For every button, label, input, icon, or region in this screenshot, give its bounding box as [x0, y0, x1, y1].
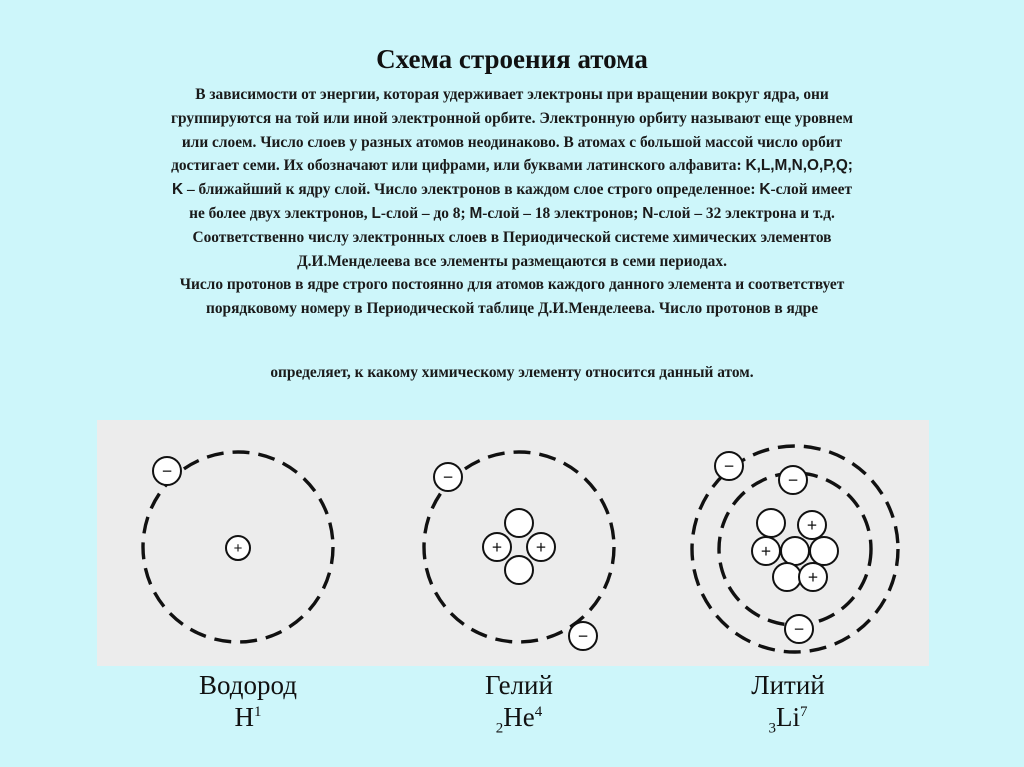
particles-svg: [97, 420, 929, 666]
paragraph-line: [50, 178, 974, 202]
minus-sign: −: [793, 618, 805, 639]
shell-letter-n: N: [642, 204, 654, 222]
shell-letter-l: L: [371, 204, 381, 222]
mass-number: 7: [800, 704, 808, 720]
paragraph-text: -слой имеет: [770, 181, 853, 199]
neutron: [810, 537, 838, 565]
paragraph-text: – ближайший к ядру слой. Число электронов в каждом слое строго определенное:: [183, 181, 760, 199]
shell-letters: K,L,M,N,O,P,Q;: [745, 157, 853, 175]
lithium-symbol: [688, 702, 888, 737]
atomic-number: 3: [768, 720, 776, 737]
paragraph-last-line: определяет, к какому химическому элементу относится данный атом.: [270, 364, 754, 381]
neutron: [505, 509, 533, 537]
shell-letter-m: M: [469, 204, 483, 222]
shell-letter-k: K: [171, 181, 184, 199]
paragraph-line: Д.И.Менделеева все элементы размещаются в семи периодах.: [297, 252, 727, 270]
plus-sign: +: [491, 536, 503, 557]
minus-sign: −: [723, 455, 735, 476]
paragraph-line: или слоем. Число слоев у разных атомов неодинаково. В атомах с большой массой число орбит: [181, 133, 843, 151]
plus-sign: +: [807, 566, 819, 587]
neutron: [781, 537, 809, 565]
minus-sign: −: [577, 625, 589, 646]
plus-sign: +: [760, 540, 772, 561]
element-symbol: Li: [776, 702, 800, 732]
paragraph-text: не более двух электронов,: [189, 204, 372, 222]
paragraph-line: В зависимости от энергии, которая удерживает электроны при вращении вокруг ядра, они: [195, 86, 829, 103]
atom-diagram-panel: [97, 420, 929, 737]
helium-name: Гелий: [485, 670, 553, 700]
description-paragraph: [50, 83, 974, 321]
paragraph-line: [50, 154, 974, 178]
neutron: [505, 556, 533, 584]
paragraph-text: -слой – 32 электрона и т.д.: [653, 204, 835, 222]
plus-sign: +: [535, 536, 547, 557]
element-symbol: He: [503, 702, 535, 732]
paragraph-text: -слой – 18 электронов;: [482, 204, 643, 222]
minus-sign: −: [442, 466, 454, 487]
shell-letter-k: K: [759, 181, 771, 199]
plus-sign: +: [233, 540, 243, 558]
paragraph-line: [50, 202, 974, 226]
plus-sign: +: [806, 514, 818, 535]
page-title: Схема строения атома: [376, 44, 648, 74]
neutron: [773, 563, 801, 591]
helium-symbol: [419, 702, 619, 737]
paragraph-line: группируются на той или иной электронной орбите. Электронную орбиту называют еще уровнем: [171, 109, 853, 127]
lithium-name: Литий: [751, 670, 825, 700]
atomic-number: 2: [495, 720, 504, 737]
paragraph-line: Число протонов в ядре строго постоянно для атомов каждого данного элемента и соответствует: [179, 276, 845, 294]
minus-sign: −: [161, 460, 173, 481]
paragraph-text: -слой – до 8;: [380, 204, 470, 222]
paragraph-line: Соответственно числу электронных слоев в Периодической системе химических элементов: [192, 228, 832, 246]
minus-sign: −: [787, 469, 799, 490]
neutron: [757, 509, 785, 537]
paragraph-text: достигает семи. Их обозначают или цифрами, или буквами латинского алфавита:: [171, 157, 746, 175]
paragraph-line: порядковому номеру в Периодической таблице Д.И.Менделеева. Число протонов в ядре: [205, 300, 819, 318]
hydrogen-symbol: [148, 702, 348, 733]
mass-number: 1: [254, 704, 262, 720]
mass-number: 4: [534, 704, 543, 720]
hydrogen-name: Водород: [199, 670, 297, 700]
element-symbol: H: [234, 702, 254, 732]
